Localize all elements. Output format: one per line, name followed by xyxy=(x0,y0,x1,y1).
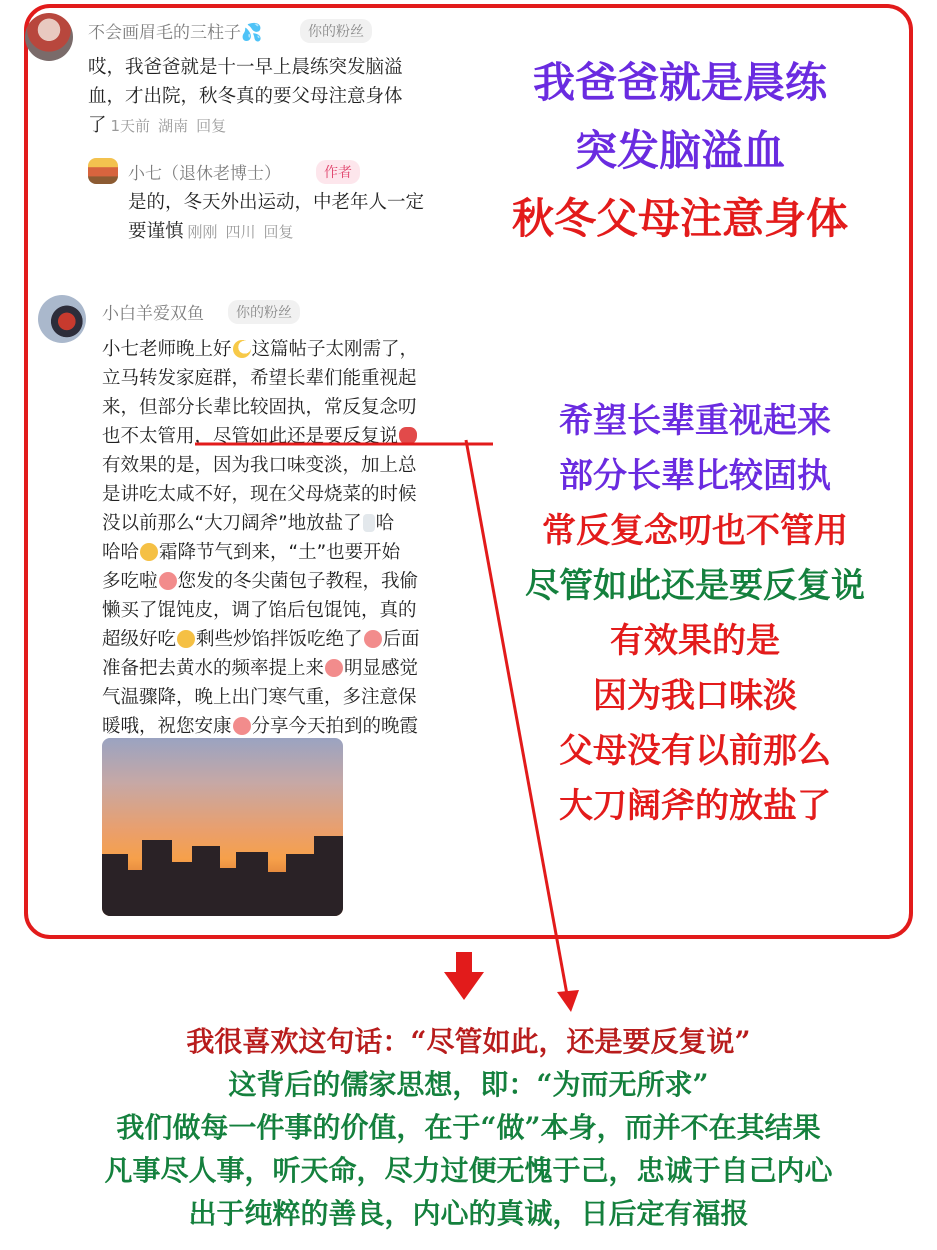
comment-line: 准备把去黄水的频率提上来 xyxy=(102,658,325,679)
fan-badge: 你的粉丝 xyxy=(228,300,300,324)
quote-line: 这背后的儒家思想，即：“为而无所求” xyxy=(228,1068,709,1101)
author-badge: 作者 xyxy=(316,160,360,184)
comment-line: 立马转发家庭群，希望长辈们能重视起 xyxy=(102,368,417,389)
comment-line: 后面 xyxy=(382,629,420,650)
reply-line: 要谨慎 xyxy=(128,221,184,242)
reply-username[interactable]: 小七（退休老博士） xyxy=(128,164,281,184)
comment-line: 这篇帖子太刚需了， xyxy=(251,339,419,360)
comment-line: 哎，我爸爸就是十一早上晨练突发脑溢 xyxy=(88,57,403,78)
callout-line: 尽管如此还是要反复说 xyxy=(525,566,865,606)
quote-line: 我很喜欢这句话：“尽管如此，还是要反复说” xyxy=(186,1025,751,1058)
reply-line: 是的，冬天外出运动，中老年人一定 xyxy=(128,192,425,213)
fan-badge: 你的粉丝 xyxy=(300,19,372,43)
location: 湖南 xyxy=(158,117,189,135)
comment-line: 多吃啦 xyxy=(102,571,158,592)
comment-username[interactable]: 不会画眉毛的三柱子💦 xyxy=(88,23,263,43)
comment-line: 明显感觉 xyxy=(344,658,419,679)
callout-line: 有效果的是 xyxy=(610,621,780,661)
callout-line: 常反复念叨也不管用 xyxy=(542,511,848,551)
comment-line: 您发的冬尖菌包子教程，我偷 xyxy=(177,571,419,592)
quote-line: 凡事尽人事，听天命，尽力过便无愧于己，忠诚于自己内心 xyxy=(104,1154,833,1187)
comment-line: 分享今天拍到的晚霞 xyxy=(251,716,419,737)
reply-button[interactable]: 回复 xyxy=(196,117,227,135)
comment-line: 哈哈 xyxy=(102,542,140,563)
comment-line: 剩些炒馅拌饭吃绝了 xyxy=(196,629,363,650)
comment-line: 气温骤降，晚上出门寒气重，多注意保 xyxy=(102,687,417,708)
comment-username[interactable]: 小白羊爱双鱼 xyxy=(102,304,204,324)
callout-line: 大刀阔斧的放盐了 xyxy=(559,786,831,826)
callout-line: 希望长辈重视起来 xyxy=(559,401,831,441)
headline-line: 我爸爸就是晨练 xyxy=(532,58,827,107)
comment-line: 血，才出院，秋冬真的要父母注意身体 xyxy=(88,86,403,107)
comment-line: 来，但部分长辈比较固执，常反复念叨 xyxy=(102,397,417,418)
quote-line: 我们做每一件事的价值，在于“做”本身，而并不在其结果 xyxy=(116,1111,821,1144)
comment-line: 没以前那么“大刀阔斧”地放盐了 xyxy=(102,513,362,534)
comment-line: 霜降节气到来，“土”也要开始 xyxy=(159,542,401,563)
comment-line: 暖哦，祝您安康 xyxy=(102,716,232,737)
comment-line: 超级好吃 xyxy=(102,629,177,650)
sunset-photo[interactable] xyxy=(102,738,343,916)
comment-line: 有效果的是，因为我口味变淡，加上总 xyxy=(102,455,417,476)
location: 四川 xyxy=(225,223,256,241)
callout-line: 因为我口味淡 xyxy=(593,676,797,716)
comment-line: 是讲吃太咸不好，现在父母烧菜的时候 xyxy=(102,484,417,505)
reply-button[interactable]: 回复 xyxy=(263,223,294,241)
callout-line: 部分长辈比较固执 xyxy=(559,456,831,496)
comment-line: 懒买了馄饨皮，调了馅后包馄饨，真的 xyxy=(102,600,417,621)
timestamp: 刚刚 xyxy=(187,223,218,241)
timestamp: 1天前 xyxy=(110,117,151,135)
comment-line: 了 xyxy=(88,115,107,136)
headline-line: 突发脑溢血 xyxy=(574,126,785,175)
comment-line: 小七老师晚上好 xyxy=(102,339,232,360)
headline-line: 秋冬父母注意身体 xyxy=(511,194,848,243)
quote-line: 出于纯粹的善良，内心的真诚，日后定有福报 xyxy=(188,1197,749,1230)
callout-line: 父母没有以前那么 xyxy=(559,731,831,771)
comment-line: 也不太管用，尽管如此还是要反复说 xyxy=(102,426,399,447)
comment-line: 哈 xyxy=(375,513,395,534)
